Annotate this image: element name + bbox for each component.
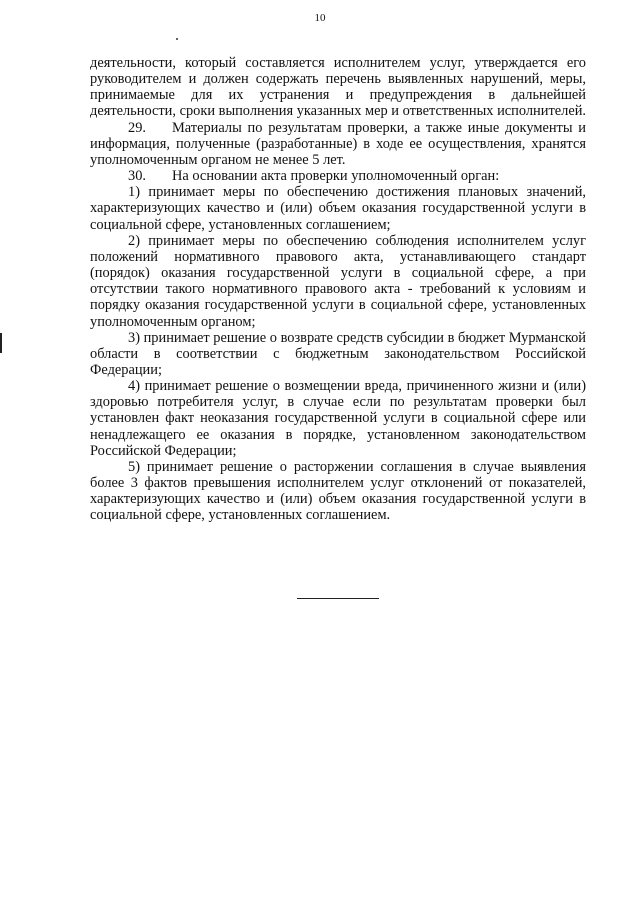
list-item-3: 3) принимает решение о возврате средств субсидии в бюджет Мурманской области в соответствии с бюджетным законодательством Российской Федерации; <box>90 329 586 378</box>
list-item-1: 1) принимает меры по обеспечению достижения плановых значений, характеризующих качество и (или) объем оказания государственной услуги в социальной сфере, установленных соглашением; <box>90 184 586 233</box>
scan-dot <box>176 38 178 40</box>
list-item-2: 2) принимает меры по обеспечению соблюдения исполнителем услуг положений нормативного правового акта, устанавливающего стандарт (порядок) оказания государственной услуги в социальной сфере, а при отсутствии такого нормативного правового акта - требований к условиям и порядку оказания государственной услуги в социальной сфере, установленных уполномоченным органом; <box>90 232 586 330</box>
end-rule <box>297 598 379 599</box>
paragraph-30 <box>90 168 586 184</box>
paragraph-continuation: деятельности, который составляется исполнителем услуг, утверждается его руководителем и должен содержать перечень выявленных нарушений, меры, принимаемые для их устранения и предупреждения в дальнейшей деятельности, сроки выполнения указанных мер и ответственных исполнителей. <box>90 55 586 120</box>
paragraph-number: 30. <box>128 168 146 185</box>
paragraph-29 <box>90 120 586 168</box>
scan-edge-mark <box>0 333 2 353</box>
paragraph-text: На основании акта проверки уполномоченный орган: <box>172 168 500 185</box>
list-item-4: 4) принимает решение о возмещении вреда, причиненного жизни и (или) здоровью потребителя услуг, в случае если по результатам проверки был установлен факт неоказания государственной услуги в социальной сфере или ненадлежащего ее оказания в порядке, установленном законодательством Российской Федерации; <box>90 378 586 459</box>
page-number: 10 <box>314 12 326 24</box>
list-item-5: 5) принимает решение о расторжении соглашения в случае выявления более 3 фактов превышения исполнителем услуг отклонений от показателей, характеризующих качество и (или) объем оказания государственной услуги в социальной сфере, установленных соглашением. <box>90 458 586 524</box>
paragraph-text: Материалы по результатам проверки, а также иные документы и информация, полученные (разработанные) в ходе ее осуществления, хранятся уполномоченным органом не менее 5 лет. <box>90 119 586 168</box>
paragraph-number: 29. <box>128 119 146 136</box>
document-body <box>90 55 586 524</box>
